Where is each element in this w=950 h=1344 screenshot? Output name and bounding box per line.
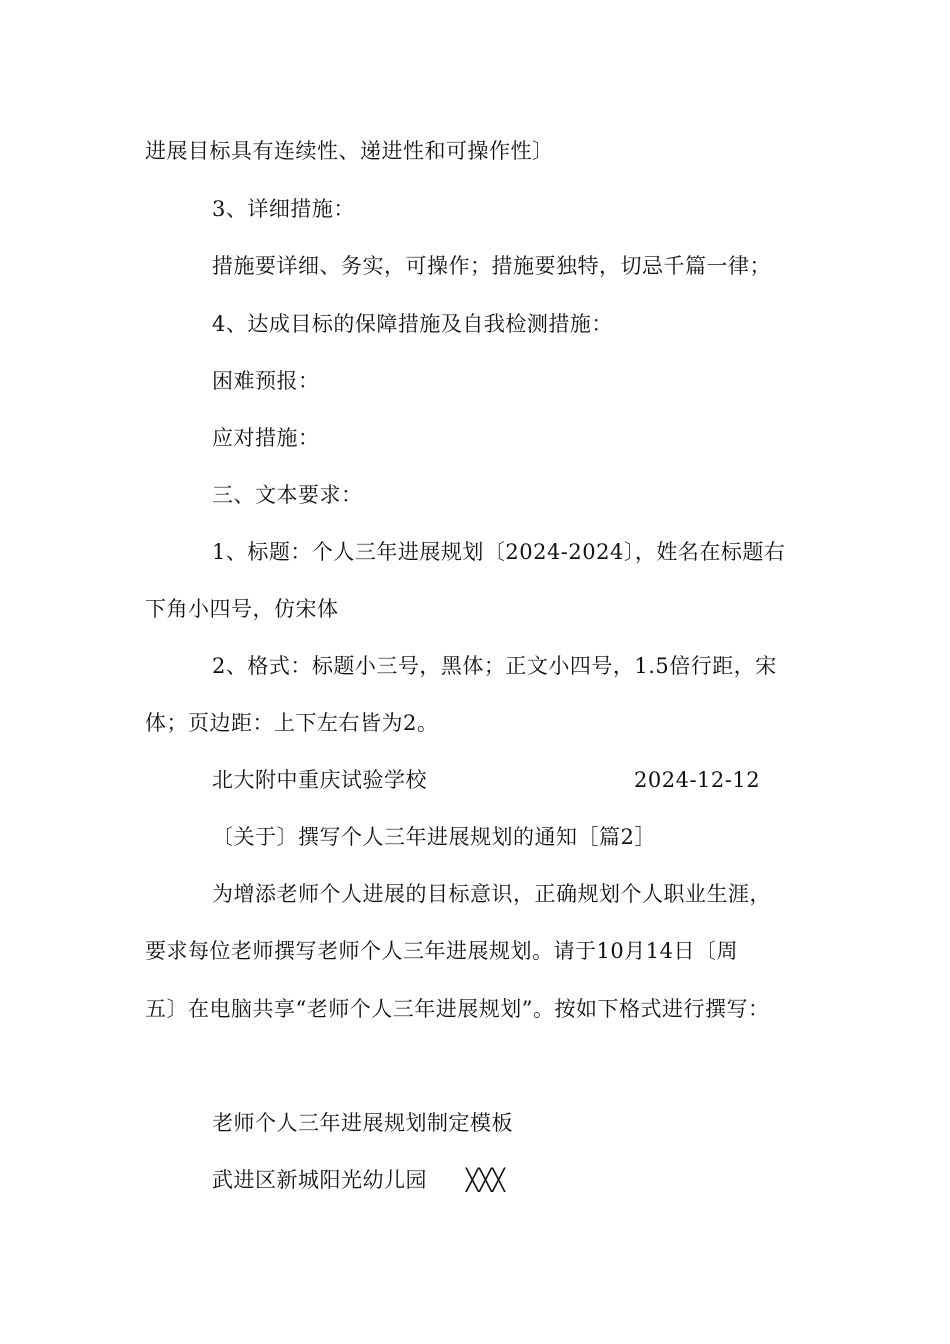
signature-organization: 北大附中重庆试验学校 [212, 768, 427, 792]
text-line: 应对措施： [212, 426, 320, 450]
text-line: 2、格式：标题小三号，黑体；正文小四号，1.5倍行距，宋 [212, 654, 777, 678]
template-title: 老师个人三年进展规划制定模板 [212, 1111, 513, 1135]
template-organization: 武进区新城阳光幼儿园 [212, 1168, 427, 1192]
text-line: 体；页边距：上下左右皆为2。 [145, 711, 439, 735]
text-line: 措施要详细、务实，可操作；措施要独特，切忌千篇一律； [212, 254, 771, 278]
text-line: 下角小四号，仿宋体 [145, 597, 339, 621]
section-heading: 三、文本要求： [212, 483, 363, 507]
text-line: 进展目标具有连续性、递进性和可操作性〕 [145, 139, 554, 163]
section-heading: 4、达成目标的保障措施及自我检测措施： [212, 312, 613, 336]
signature-date: 2024-12-12 [634, 768, 761, 792]
section-heading: 3、详细措施： [212, 197, 355, 221]
article-title: 〔关于〕撰写个人三年进展规划的通知［篇2］ [212, 825, 656, 849]
text-line: 为增添老师个人进展的目标意识，正确规划个人职业生涯， [212, 882, 771, 906]
text-line: 困难预报： [212, 369, 320, 393]
text-line: 五〕在电脑共享“老师个人三年进展规划”。按如下格式进行撰写： [145, 997, 770, 1021]
text-line: 要求每位老师撰写老师个人三年进展规划。请于10月14日〔周 [145, 939, 738, 963]
text-line: 1、标题：个人三年进展规划〔2024-2024〕，姓名在标题右 [212, 540, 786, 564]
template-name-placeholder: ╳╳╳ [466, 1168, 506, 1192]
